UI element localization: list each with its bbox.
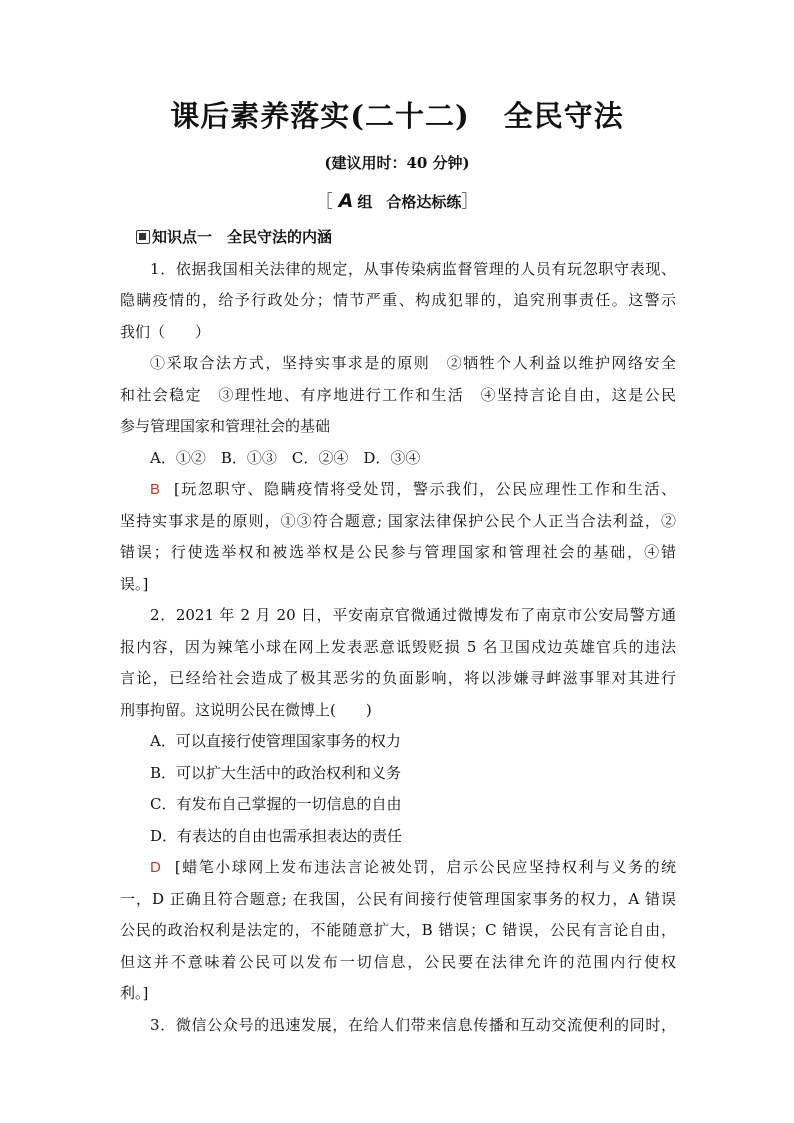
q1-explanation-line: 误。] <box>120 574 149 593</box>
q1-stem-line: 隐瞒疫情的，给予行政处分；情节严重、构成犯罪的，追究刑事责任。这警示 <box>120 291 676 309</box>
group-heading <box>0 187 794 212</box>
question-3 <box>120 1010 676 1042</box>
q2-stem-line: 2．2021 年 2 月 20 日，平安南京官微通过微博发布了南京市公安局警方通 <box>150 606 676 624</box>
q2-option-a: A．可以直接行使管理国家事务的权力 <box>150 732 401 750</box>
group-name: 合格达标练 <box>386 193 462 211</box>
q2-stem-line: 报内容，因为辣笔小球在网上发表恶意诋毁贬损 5 名卫国戍边英雄官兵的违法 <box>120 637 676 656</box>
suggested-time: (建议用时：40 分钟) <box>324 154 470 172</box>
q2-explanation-line: 一，D 正确且符合题意; 在我国，公民有间接行使管理国家事务的权力，A 错误 <box>120 889 676 908</box>
group-letter: A <box>338 190 354 212</box>
question-1 <box>120 254 676 601</box>
q2-stem-line: 言论，已经给社会造成了极其恶劣的负面影响，将以涉嫌寻衅滋事罪对其进行 <box>120 669 676 687</box>
knowledge-point-text: 知识点一 全民守法的内涵 <box>152 228 333 246</box>
q1-stem-line: 1．依据我国相关法律的规定，从事传染病监督管理的人员有玩忽职守表现、 <box>150 259 676 278</box>
q1-explanation-line: 坚持实事求是的原则，①③符合题意; 国家法律保护公民个人正当合法利益，② <box>120 511 676 530</box>
q2-answer: D <box>150 859 161 876</box>
q2-option-b: B．可以扩大生活中的政治权利和义务 <box>150 763 402 782</box>
question-body <box>120 222 676 1041</box>
q2-explanation-line <box>120 852 676 884</box>
page-title <box>0 94 794 135</box>
group-bracket-open: ［ <box>315 192 333 212</box>
q3-stem-line: 3．微信公众号的迅速发展，在给人们带来信息传播和互动交流便利的同时， <box>150 1015 676 1034</box>
knowledge-point-heading <box>120 222 676 254</box>
q2-option-c: C．有发布自己掌握的一切信息的自由 <box>150 795 402 813</box>
q2-explanation-line: 利。] <box>120 984 149 1002</box>
group-label: 组 <box>357 193 373 211</box>
knowledge-point-icon <box>136 230 150 244</box>
q2-explanation-line: 但这并不意味着公民可以发布一切信息，公民要在法律允许的范围内行使权 <box>120 952 676 971</box>
q1-explanation-line <box>120 474 676 506</box>
q1-stem-line: 我们（ ） <box>120 322 211 341</box>
q2-option-d: D．有表达的自由也需承担表达的责任 <box>150 826 403 845</box>
q1-options: A．①② B．①③ C．②④ D．③④ <box>150 448 421 467</box>
group-bracket-close: ］ <box>461 192 479 212</box>
q1-statements-line: ①采取合法方式，坚持实事求是的原则 ②牺牲个人利益以维护网络安全 <box>150 354 676 372</box>
q1-statements-line: 和社会稳定 ③理性地、有序地进行工作和生活 ④坚持言论自由，这是公民 <box>120 385 676 404</box>
q2-stem-line: 刑事拘留。这说明公民在微博上( ) <box>120 700 372 719</box>
question-2 <box>120 600 676 1010</box>
q1-explanation-line: 错误；行使选举权和被选举权是公民参与管理国家和管理社会的基础，④错 <box>120 543 676 561</box>
q1-answer: B <box>150 481 161 498</box>
q2-explanation-text: [蜡笔小球网上发布违法言论被处罚，启示公民应坚持权利与义务的统 <box>174 858 676 876</box>
q1-statements-line: 参与管理国家和管理社会的基础 <box>120 417 331 435</box>
title-series: 课后素养落实(二十二) <box>170 99 470 133</box>
q2-explanation-line: 公民的政治权利是法定的，不能随意扩大，B 错误；C 错误，公民有言论自由， <box>120 921 676 939</box>
q1-explanation-text: [玩忽职守、隐瞒疫情将受处罚，警示我们，公民应理性工作和生活、 <box>174 480 676 498</box>
title-topic: 全民守法 <box>503 99 624 133</box>
